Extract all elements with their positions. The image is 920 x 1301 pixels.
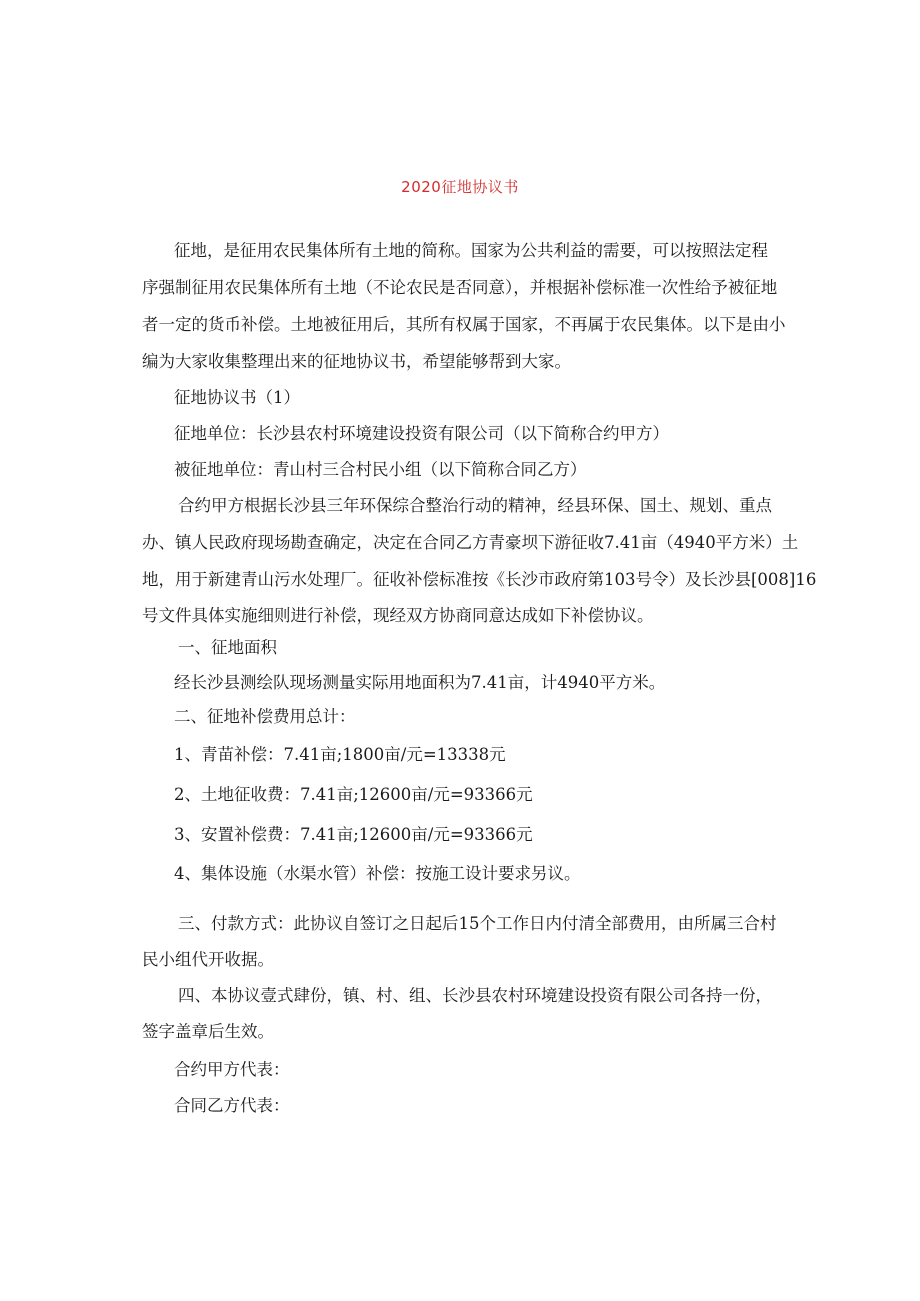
clause1-heading: 一、征地面积	[178, 638, 277, 657]
body-line-4: 号文件具体实施细则进行补偿，现经双方协商同意达成如下补偿协议。	[142, 606, 654, 625]
clause2-heading: 二、征地补偿费用总计：	[174, 707, 356, 726]
clause4-line-1: 四、本协议壹式肆份，镇、村、组、长沙县农村环境建设投资有限公司各持一份，	[178, 986, 772, 1005]
party-b: 被征地单位：青山村三合村民小组（以下简称合同乙方）	[174, 460, 587, 479]
intro-line-1: 征地，是征用农民集体所有土地的简称。国家为公共利益的需要，可以按照法定程	[174, 241, 768, 260]
party-a: 征地单位：长沙县农村环境建设投资有限公司（以下简称合约甲方）	[174, 424, 669, 443]
clause3-line-2: 民小组代开收据。	[142, 950, 274, 969]
signature-party-b: 合同乙方代表：	[174, 1096, 290, 1115]
clause3-line-1: 三、付款方式：此协议自签订之日起后15个工作日内付清全部费用，由所属三合村	[178, 914, 777, 933]
intro-line-2: 序强制征用农民集体所有土地（不论农民是否同意），并根据补偿标准一次性给予被征地	[142, 278, 778, 297]
body-line-2: 办、镇人民政府现场勘查确定，决定在合同乙方青豪坝下游征收7.41亩（4940平方米）土	[142, 533, 799, 552]
signature-party-a: 合约甲方代表：	[174, 1060, 290, 1079]
section-title: 征地协议书（1）	[174, 388, 300, 407]
fee-item-3: 3、安置补偿费：7.41亩;12600亩/元=93366元	[174, 825, 533, 844]
body-line-3: 地，用于新建青山污水处理厂。征收补偿标准按《长沙市政府第103号令）及长沙县[008]16	[142, 570, 817, 589]
intro-line-4: 编为大家收集整理出来的征地协议书，希望能够帮到大家。	[142, 352, 571, 371]
fee-item-4: 4、集体设施（水渠水管）补偿：按施工设计要求另议。	[174, 864, 581, 883]
body-line-1: 合约甲方根据长沙县三年环保综合整治行动的精神，经县环保、国土、规划、重点	[178, 496, 772, 515]
intro-line-3: 者一定的货币补偿。土地被征用后，其所有权属于国家，不再属于农民集体。以下是由小	[142, 315, 786, 334]
fee-item-1: 1、青苗补偿：7.41亩;1800亩/元=13338元	[174, 745, 506, 764]
clause4-line-2: 签字盖章后生效。	[142, 1022, 274, 1041]
fee-item-2: 2、土地征收费：7.41亩;12600亩/元=93366元	[174, 785, 533, 804]
document-title: 2020征地协议书	[401, 178, 519, 196]
clause1-text: 经长沙县测绘队现场测量实际用地面积为7.41亩，计4940平方米。	[174, 673, 666, 692]
